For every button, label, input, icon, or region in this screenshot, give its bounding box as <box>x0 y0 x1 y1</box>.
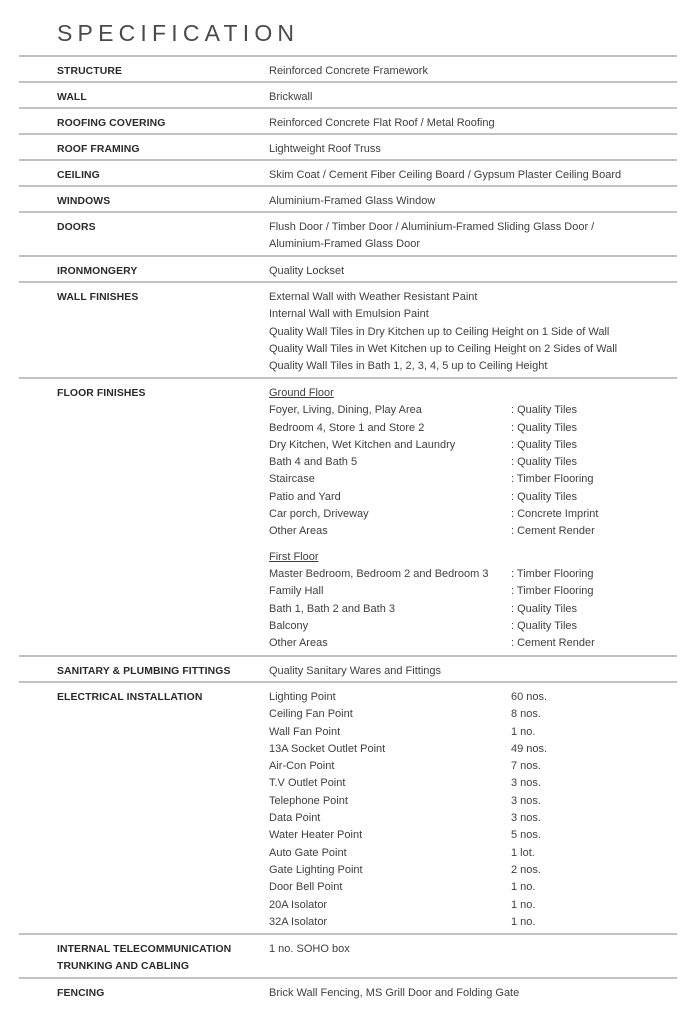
spec-value: Quality Lockset <box>269 265 345 277</box>
floor-item: Patio and Yard : Quality Tiles <box>269 490 578 503</box>
floor-item: Bath 1, Bath 2 and Bath 3 : Quality Tiles <box>269 602 578 615</box>
electrical-item: Data Point 3 nos. <box>269 812 541 825</box>
floor-item: Family Hall : Timber Flooring <box>269 585 594 598</box>
electrical-item: 20A Isolator 1 no. <box>269 898 536 911</box>
electrical-item: Door Bell Point 1 no. <box>269 881 536 894</box>
spec-row-ceiling <box>19 159 677 185</box>
floor-item: Other Areas : Cement Render <box>269 637 595 650</box>
ground-floor-heading: Ground Floor <box>269 387 334 399</box>
page-title: SPECIFICATION <box>57 20 300 46</box>
spec-value: Skim Coat / Cement Fiber Ceiling Board / Gypsum Plaster Ceiling Board <box>269 169 622 181</box>
spec-label: FENCING <box>57 988 105 999</box>
spec-row-wall <box>19 81 677 107</box>
spec-row-wall-finishes <box>19 281 677 377</box>
spec-label: INTERNAL TELECOMMUNICATION TRUNKING AND CABLING <box>57 944 232 973</box>
value-line: Quality Wall Tiles in Bath 1, 2, 3, 4, 5 up to Ceiling Height <box>269 360 548 373</box>
spec-row-sanitary <box>19 655 677 681</box>
value-line: Aluminium-Framed Glass Door <box>269 238 420 251</box>
spec-label: FLOOR FINISHES <box>57 388 146 399</box>
spec-value <box>269 283 677 377</box>
spec-row-windows <box>19 185 677 211</box>
spec-value: Lightweight Roof Truss <box>269 143 381 155</box>
spec-row-roof-framing <box>19 133 677 159</box>
electrical-item: Lighting Point 60 nos. <box>269 691 548 703</box>
spec-row-ironmongery <box>19 255 677 281</box>
electrical-item: Gate Lighting Point 2 nos. <box>269 863 541 876</box>
spec-row-doors <box>19 211 677 255</box>
spec-value: Aluminium-Framed Glass Window <box>269 195 436 207</box>
spec-value: 1 no. SOHO box <box>269 943 350 955</box>
spec-label: SANITARY & PLUMBING FITTINGS <box>57 666 231 677</box>
electrical-item: Ceiling Fan Point 8 nos. <box>269 708 541 721</box>
spec-label: WALL FINISHES <box>57 292 139 303</box>
spec-label: ROOFING COVERING <box>57 118 166 129</box>
floor-item: Staircase : Timber Flooring <box>269 473 594 486</box>
spec-row-structure <box>19 55 677 81</box>
spec-value <box>269 379 677 655</box>
electrical-item: Telephone Point 3 nos. <box>269 794 541 807</box>
floor-item: Bedroom 4, Store 1 and Store 2 : Quality Tiles <box>269 421 578 434</box>
spec-row-telecom <box>19 933 677 977</box>
electrical-item: Wall Fan Point 1 no. <box>269 725 536 738</box>
electrical-item: 13A Socket Outlet Point 49 nos. <box>269 742 548 755</box>
value-line: Quality Wall Tiles in Dry Kitchen up to Ceiling Height on 1 Side of Wall <box>269 325 610 338</box>
electrical-item: Auto Gate Point 1 lot. <box>269 846 535 859</box>
floor-item: Balcony : Quality Tiles <box>269 619 578 632</box>
floor-item: Foyer, Living, Dining, Play Area : Quality Tiles <box>269 404 578 417</box>
value-line: External Wall with Weather Resistant Paint <box>269 291 478 303</box>
floor-item: Bath 4 and Bath 5 : Quality Tiles <box>269 456 578 469</box>
spec-value: Reinforced Concrete Flat Roof / Metal Roofing <box>269 117 495 129</box>
electrical-item: Air-Con Point 7 nos. <box>269 760 541 773</box>
electrical-item: T.V Outlet Point 3 nos. <box>269 777 541 790</box>
spec-value: Reinforced Concrete Framework <box>269 65 428 77</box>
spec-label: ELECTRICAL INSTALLATION <box>57 692 203 703</box>
first-floor-heading: First Floor <box>269 550 319 563</box>
spec-row-fencing <box>19 977 677 1007</box>
spec-row-roofing-covering <box>19 107 677 133</box>
value-line: Flush Door / Timber Door / Aluminium-Framed Sliding Glass Door / <box>269 221 595 233</box>
spacer <box>269 541 677 549</box>
floor-item: Dry Kitchen, Wet Kitchen and Laundry : Quality Tiles <box>269 438 578 451</box>
spec-label: STRUCTURE <box>57 66 122 77</box>
value-line: Quality Wall Tiles in Wet Kitchen up to Ceiling Height on 2 Sides of Wall <box>269 342 618 355</box>
specification-table <box>19 55 677 1007</box>
electrical-item: 32A Isolator 1 no. <box>269 915 536 928</box>
value-line: Internal Wall with Emulsion Paint <box>269 308 429 321</box>
spec-value: Brickwall <box>269 91 313 103</box>
electrical-item: Water Heater Point 5 nos. <box>269 829 541 842</box>
floor-item: Car porch, Driveway : Concrete Imprint <box>269 508 599 521</box>
spec-label: ROOF FRAMING <box>57 144 140 155</box>
floor-item: Other Areas : Cement Render <box>269 525 595 538</box>
spec-label: DOORS <box>57 222 96 233</box>
spec-value <box>269 213 677 255</box>
spec-label: CEILING <box>57 170 100 181</box>
spec-value: Brick Wall Fencing, MS Grill Door and Folding Gate <box>269 987 520 999</box>
spec-value: Quality Sanitary Wares and Fittings <box>269 665 441 677</box>
spec-row-floor-finishes <box>19 377 677 655</box>
spec-row-electrical <box>19 681 677 933</box>
floor-item: Master Bedroom, Bedroom 2 and Bedroom 3 : Timber Flooring <box>269 567 594 580</box>
spec-label: IRONMONGERY <box>57 266 138 277</box>
spec-label: WALL <box>57 92 87 103</box>
spec-label: WINDOWS <box>57 196 111 207</box>
spec-value <box>269 683 677 933</box>
